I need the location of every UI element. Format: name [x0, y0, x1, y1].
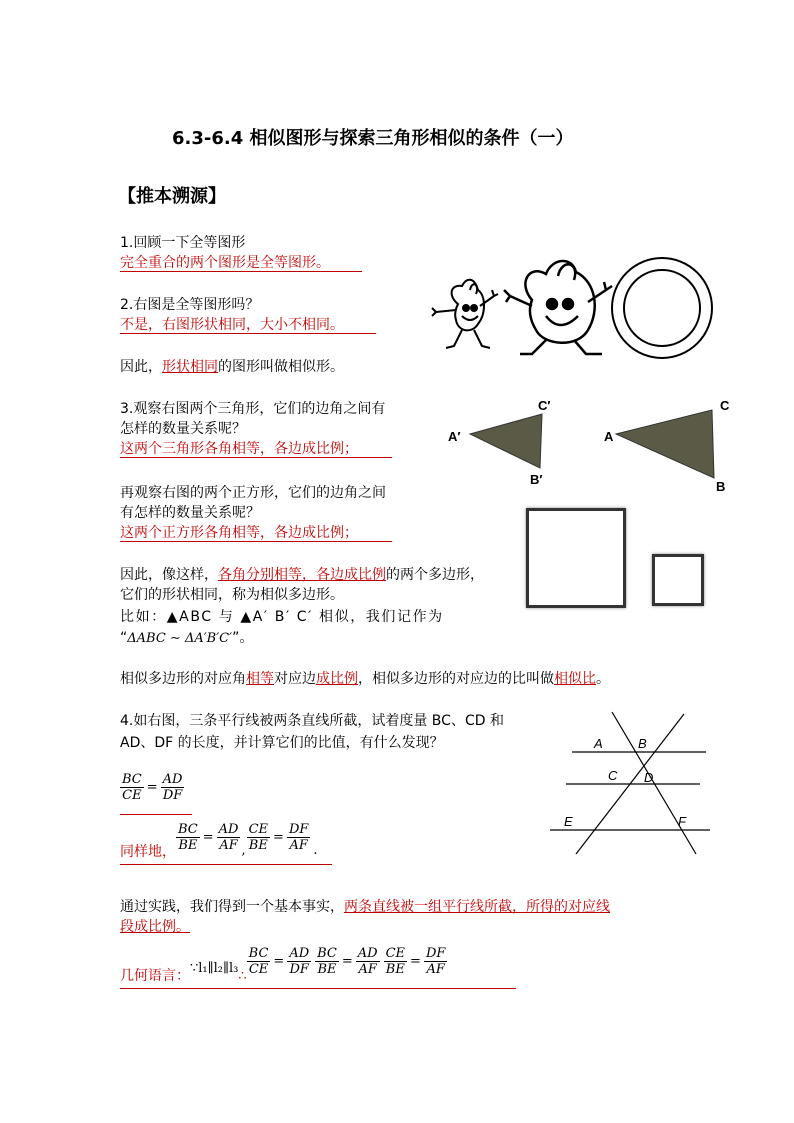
large-triangle [616, 410, 714, 478]
large-cartoon-figure [504, 261, 612, 354]
large-square [526, 508, 626, 608]
small-triangle [470, 414, 542, 468]
q2-conclusion [120, 358, 344, 376]
fraction-df-af: $\frac{DF}{AF}$ [288, 822, 309, 853]
geo-fraction-bc-ce: $\frac{BC}{CE}$ [248, 946, 269, 977]
congruence-figures [428, 254, 718, 364]
concentric-rings [612, 258, 712, 358]
props-blank-ratio: 相似比 [554, 671, 596, 687]
point-label-f: F [678, 814, 686, 829]
fact-line1 [120, 898, 610, 916]
polygon-def-prefix: 因此，像这样， [120, 567, 218, 583]
q2-conclusion-prefix: 因此， [120, 359, 162, 375]
notation-close-quote: ”。 [232, 630, 254, 646]
q1-answer: 完全重合的两个图形是全等图形。 [120, 255, 330, 271]
geometry-language-label: 几何语言： [120, 968, 190, 984]
props-p2: 对应边 [274, 671, 316, 687]
geo-fraction-df-af: $\frac{DF}{AF}$ [425, 946, 446, 977]
q4-line1: 4.如右图，三条平行线被两条直线所截，试着度量 BC、CD 和 [120, 713, 504, 729]
q1-answer-underline [120, 271, 362, 272]
similarity-notation: ΔABC ∼ ΔA′B′C′ [127, 631, 233, 646]
polygon-def-notation-line [120, 629, 253, 648]
q2-question: 2.右图是全等图形吗？ [120, 297, 260, 313]
q2-conclusion-blank: 形状相同 [162, 359, 218, 375]
point-label-d: D [644, 770, 654, 785]
q3-line2: 怎样的数量关系呢？ [120, 421, 246, 437]
small-square [652, 554, 704, 606]
polygon-def-blank: 各角分别相等，各边成比例 [218, 567, 386, 583]
similar-triangles-figure [440, 394, 750, 494]
fraction-bc-ce: $\frac{BC}{CE}$ [122, 772, 142, 803]
props-blank-sides: 成比例 [316, 671, 358, 687]
label-large-a: A [604, 429, 614, 444]
q3b-answer-underline [120, 541, 392, 542]
q1-question: 1.回顾一下全等图形 [120, 235, 246, 251]
fact-prefix: 通过实践，我们得到一个基本事实， [120, 899, 344, 915]
page-title: 6.3-6.4 相似图形与探索三角形相似的条件（一） [172, 128, 574, 149]
q2-answer: 不是，右图形状相同，大小不相同。 [120, 317, 344, 333]
parallel-lines-figure [546, 708, 716, 858]
polygon-def-line2: 它们的形状相同，称为相似多边形。 [120, 587, 344, 603]
point-label-b: B [638, 736, 647, 751]
q4-answer1-underline [120, 814, 192, 815]
point-label-e: E [564, 814, 573, 829]
geometry-language: 几何语言：$_{\because l_1\parallel l_2\parallel l_3\therefore}$ $\frac{BC}{CE}$ = $\frac{AD}{DF}$ $\frac{BC}{BE}$ = $\frac{AD}{AF}$ $\frac{CE}{BE}$ = $\frac{DF}{AF}$ [120, 946, 446, 984]
fraction-ce-be: $\frac{CE}{BE}$ [248, 822, 269, 853]
q4-line2: AD、DF 的长度，并计算它们的比值，有什么发现？ [120, 735, 444, 751]
point-label-c: C [608, 768, 618, 783]
props-blank-angles: 相等 [246, 671, 274, 687]
geometry-language-underline [120, 988, 516, 989]
section-heading: 【推本溯源】 [118, 186, 226, 207]
q4-answer2-underline [120, 864, 332, 865]
label-small-c: C′ [538, 398, 551, 413]
therefore-symbol: ∴ [238, 969, 247, 984]
q4-answer1: $\frac{BC}{CE}$ = $\frac{AD}{DF}$ [122, 772, 183, 803]
geo-fraction-ad-af: $\frac{AD}{AF}$ [357, 946, 378, 977]
fraction-ad-af: $\frac{AD}{AF}$ [218, 822, 239, 853]
fraction-ad-df: $\frac{AD}{DF}$ [162, 772, 183, 803]
props-p4: 。 [596, 671, 610, 687]
geo-fraction-ad-df: $\frac{AD}{DF}$ [289, 946, 310, 977]
label-large-c: C [720, 398, 730, 413]
similarly-label: 同样地， [120, 844, 176, 860]
q4-answer2: 同样地， $\frac{BC}{BE}$ = $\frac{AD}{AF}$ $_,$ $\frac{CE}{BE}$ = $\frac{DF}{AF}$ $_.$ [120, 822, 318, 860]
fraction-bc-be: $\frac{BC}{BE}$ [178, 822, 198, 853]
props-p1: 相似多边形的对应角 [120, 671, 246, 687]
q2-conclusion-suffix: 的图形叫做相似形。 [218, 359, 344, 375]
point-label-a: A [594, 736, 603, 751]
polygon-def-line1 [120, 566, 484, 584]
polygon-def-suffix: 的两个多边形， [386, 567, 484, 583]
q3-answer-underline [120, 457, 392, 458]
fact-answer-line1: 两条直线被一组平行线所截，所得的对应线 [344, 899, 610, 915]
fact-answer-line2: 段成比例。 [120, 919, 190, 935]
polygon-props [120, 670, 610, 688]
geo-fraction-bc-be: $\frac{BC}{BE}$ [317, 946, 337, 977]
q3b-line1: 再观察右图的两个正方形，它们的边角之间 [120, 485, 386, 501]
polygon-def-example: 比如：▲ABC 与 ▲A′ B′ C′ 相似，我们记作为 [120, 609, 444, 625]
because-statement: ∵l₁∥l₂∥l₃ [190, 961, 239, 976]
q3-line1: 3.观察右图两个三角形，它们的边角之间有 [120, 401, 386, 417]
notation-open-quote: “ [120, 630, 128, 646]
transversal-1 [612, 712, 696, 854]
small-cartoon-figure [432, 280, 498, 348]
q2-answer-underline [120, 333, 376, 334]
props-p3: ，相似多边形的对应边的比叫做 [358, 671, 554, 687]
label-small-a: A′ [448, 429, 461, 444]
q3b-line2: 有怎样的数量关系呢？ [120, 505, 260, 521]
geo-fraction-ce-be: $\frac{CE}{BE}$ [385, 946, 406, 977]
q3-answer: 这两个三角形各角相等，各边成比例； [120, 441, 358, 457]
label-large-b: B [716, 479, 726, 494]
label-small-b: B′ [530, 472, 543, 487]
q3b-answer: 这两个正方形各角相等，各边成比例； [120, 525, 358, 541]
